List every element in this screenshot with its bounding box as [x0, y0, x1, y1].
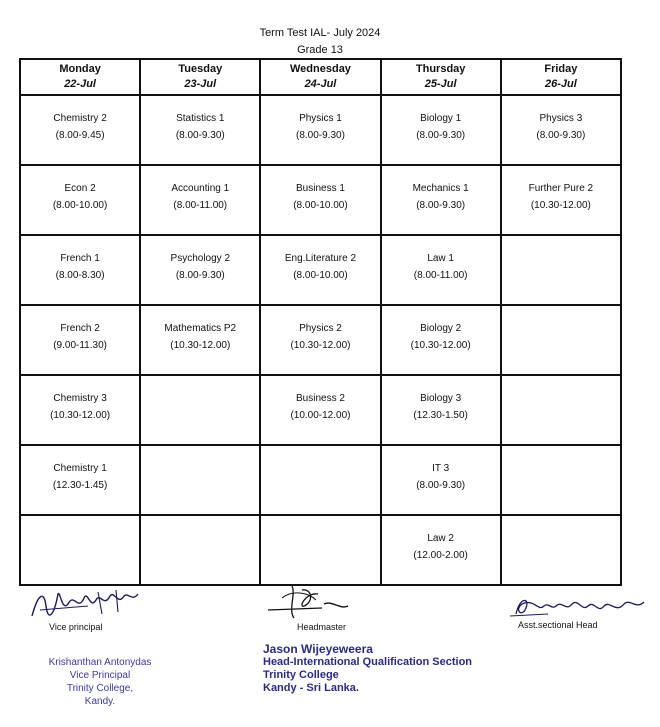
exam-cell: [140, 515, 260, 585]
exam-cell: [381, 235, 501, 305]
exam-cell: [260, 515, 380, 585]
exam-cell: [501, 95, 621, 165]
exam-cell-content: [382, 306, 500, 354]
vice-principal-stamp: [30, 656, 170, 708]
exam-cell-content: [382, 166, 500, 214]
day-date: 24-Jul: [304, 78, 337, 90]
exam-cell-content: [141, 376, 259, 390]
table-row: [20, 515, 621, 585]
exam-cell-content: [141, 306, 259, 354]
exam-time: (8.00-9.30): [175, 130, 225, 141]
exam-cell-content: [261, 166, 379, 214]
exam-cell: [501, 235, 621, 305]
exam-subject: Physics 1: [299, 113, 342, 124]
grade-label: Grade 13: [297, 44, 343, 56]
asst-head-label: Asst.sectional Head: [518, 620, 598, 630]
timetable: [19, 58, 622, 586]
exam-cell: [501, 165, 621, 235]
day-date: 23-Jul: [184, 78, 217, 90]
exam-subject: Mathematics P2: [164, 323, 237, 334]
exam-cell: [501, 445, 621, 515]
exam-cell-content: [382, 446, 500, 494]
exam-cell: [260, 235, 380, 305]
exam-subject: French 1: [60, 253, 100, 264]
exam-subject: Biology 1: [420, 113, 462, 124]
exam-time: (8.00-9.30): [416, 480, 466, 491]
day-name: Wednesday: [290, 63, 351, 75]
exam-cell: [381, 515, 501, 585]
exam-cell: [381, 445, 501, 515]
exam-subject: French 2: [60, 323, 100, 334]
exam-cell: [20, 375, 140, 445]
exam-subject: Accounting 1: [171, 183, 230, 194]
table-row: [20, 95, 621, 165]
exam-time: (10.00-12.00): [290, 410, 351, 421]
exam-cell-content: [382, 236, 500, 284]
exam-time: (8.00-10.00): [293, 200, 348, 211]
day-date: 25-Jul: [424, 78, 457, 90]
day-date: 26-Jul: [544, 78, 577, 90]
exam-subject: Econ 2: [64, 183, 96, 194]
exam-subject: Chemistry 2: [53, 113, 107, 124]
exam-cell: [381, 305, 501, 375]
exam-cell-content: [21, 376, 139, 424]
exam-time: (8.00-8.30): [55, 270, 105, 281]
exam-subject: Chemistry 1: [53, 463, 107, 474]
exam-cell-content: [21, 446, 139, 494]
exam-cell: [20, 305, 140, 375]
exam-cell: [260, 445, 380, 515]
exam-subject: IT 3: [432, 463, 450, 474]
exam-cell-content: [141, 446, 259, 460]
exam-time: (9.00-11.30): [53, 340, 107, 351]
exam-time: (8.00-9.30): [175, 270, 225, 281]
stamp-line: Kandy - Sri Lanka.: [263, 682, 359, 694]
exam-cell-content: [382, 376, 500, 424]
exam-cell-content: [21, 236, 139, 284]
day-header: [501, 59, 621, 95]
exam-time: (10.30-12.00): [50, 410, 111, 421]
exam-cell-content: [502, 306, 620, 320]
exam-cell: [20, 95, 140, 165]
exam-subject: Biology 3: [420, 393, 462, 404]
stamp-line: Jason Wijeyeweera: [263, 642, 373, 656]
exam-cell: [260, 375, 380, 445]
exam-cell: [260, 165, 380, 235]
exam-time: (10.30-12.00): [170, 340, 231, 351]
exam-cell: [140, 305, 260, 375]
head-stamp: [263, 643, 472, 695]
exam-cell-content: [21, 96, 139, 144]
exam-cell-content: [21, 166, 139, 214]
day-name: Monday: [59, 63, 101, 75]
table-row: [20, 445, 621, 515]
exam-time: (8.00-9.30): [416, 130, 466, 141]
exam-cell-content: [261, 96, 379, 144]
stamp-line: Kandy.: [84, 696, 116, 707]
exam-cell-content: [261, 306, 379, 354]
day-name: Tuesday: [178, 63, 223, 75]
exam-time: (10.30-12.00): [290, 340, 351, 351]
stamp-line: Krishanthan Antonydas: [48, 657, 152, 668]
table-row: [20, 375, 621, 445]
exam-time: (12.00-2.00): [413, 550, 468, 561]
stamp-line: Trinity College: [263, 669, 339, 681]
exam-subject: Further Pure 2: [528, 183, 594, 194]
exam-subject: Business 1: [296, 183, 345, 194]
exam-cell-content: [502, 236, 620, 250]
exam-cell-content: [502, 166, 620, 214]
exam-cell-content: [502, 376, 620, 390]
exam-time: (8.00-11.00): [413, 270, 468, 281]
day-name: Thursday: [415, 63, 466, 75]
headmaster-label: Headmaster: [297, 622, 347, 632]
exam-subject: Law 2: [427, 533, 454, 544]
exam-cell: [140, 445, 260, 515]
exam-time: (8.00-9.30): [416, 200, 466, 211]
day-header: [260, 59, 380, 95]
day-date: 22-Jul: [64, 78, 96, 90]
exam-cell-content: [141, 516, 259, 530]
exam-cell: [501, 305, 621, 375]
exam-cell-content: [502, 446, 620, 460]
exam-subject: Chemistry 3: [53, 393, 107, 404]
exam-subject: Physics 2: [299, 323, 342, 334]
exam-cell: [20, 165, 140, 235]
exam-cell: [140, 165, 260, 235]
exam-cell-content: [382, 516, 500, 564]
exam-cell: [20, 445, 140, 515]
table-row: [20, 235, 621, 305]
stamp-line: Trinity College,: [66, 683, 134, 694]
exam-subject: Psychology 2: [170, 253, 231, 264]
table-row: [20, 305, 621, 375]
exam-time: (8.00-9.45): [55, 130, 105, 141]
exam-subject: Mechanics 1: [412, 183, 469, 194]
exam-cell-content: [141, 96, 259, 144]
day-header: [140, 59, 260, 95]
exam-cell-content: [261, 446, 379, 460]
exam-time: (8.00-11.00): [173, 200, 228, 211]
exam-time: (10.30-12.00): [410, 340, 471, 351]
exam-subject: Business 2: [296, 393, 345, 404]
exam-time: (8.00-10.00): [293, 270, 348, 281]
exam-cell-content: [502, 516, 620, 530]
exam-cell: [381, 165, 501, 235]
exam-cell: [140, 375, 260, 445]
exam-time: (8.00-10.00): [52, 200, 108, 211]
exam-cell: [140, 235, 260, 305]
exam-cell-content: [261, 516, 379, 530]
exam-cell: [260, 305, 380, 375]
exam-cell: [381, 375, 501, 445]
exam-cell-content: [141, 166, 259, 214]
document-title: Term Test IAL- July 2024: [259, 27, 381, 39]
table-row: [20, 165, 621, 235]
stamp-line: Vice Principal: [69, 670, 131, 681]
vice-principal-signature: [28, 586, 148, 622]
exam-cell: [20, 515, 140, 585]
exam-cell-content: [261, 376, 379, 424]
exam-subject: Law 1: [427, 253, 454, 264]
exam-cell-content: [141, 236, 259, 284]
exam-cell-content: [261, 236, 379, 284]
day-header: [381, 59, 501, 95]
exam-cell: [501, 515, 621, 585]
exam-cell-content: [21, 516, 139, 530]
day-header: [20, 59, 140, 95]
exam-time: (12.30-1.45): [52, 480, 108, 491]
headmaster-signature: [262, 580, 362, 622]
day-header-row: [20, 59, 621, 95]
exam-time: (10.30-12.00): [530, 200, 591, 211]
exam-subject: Biology 2: [420, 323, 462, 334]
exam-cell-content: [21, 306, 139, 354]
exam-cell: [260, 95, 380, 165]
exam-subject: Eng.Literature 2: [284, 253, 357, 264]
exam-cell: [20, 235, 140, 305]
exam-cell-content: [382, 96, 500, 144]
exam-subject: Physics 3: [539, 113, 583, 124]
exam-cell-content: [502, 96, 620, 144]
exam-time: (12.30-1.50): [413, 410, 468, 421]
day-name: Friday: [544, 63, 578, 75]
exam-cell: [381, 95, 501, 165]
exam-cell: [140, 95, 260, 165]
asst-head-signature: [508, 590, 648, 624]
exam-time: (8.00-9.30): [536, 130, 586, 141]
exam-subject: Statistics 1: [176, 113, 225, 124]
exam-cell: [501, 375, 621, 445]
exam-time: (8.00-9.30): [296, 130, 345, 141]
vice-principal-label: Vice principal: [49, 622, 103, 632]
stamp-line: Head-International Qualification Section: [263, 656, 473, 668]
